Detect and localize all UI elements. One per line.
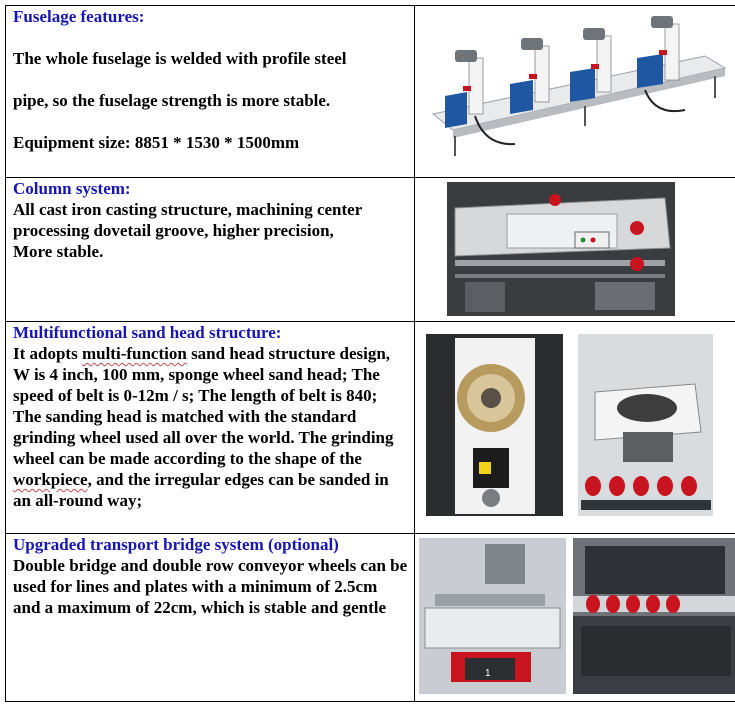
sand-head-image-cell <box>415 322 735 534</box>
transport-bridge-photo <box>419 538 566 694</box>
sand-head-text-a: It adopts <box>13 344 82 363</box>
column-description: All cast iron casting structure, machining center processing dovetail groove, higher precision, <box>13 200 362 240</box>
column-image-cell <box>415 178 735 322</box>
table-row <box>6 6 735 178</box>
transport-bridge-photos <box>415 534 735 700</box>
bridge-description: Double bridge and double row conveyor wheels can be used for lines and plates with a minimum of 2.5cm and a maximum of 22cm, which is stable and gentle <box>13 556 408 617</box>
table-row <box>6 178 735 322</box>
column-text-cell <box>6 178 415 322</box>
bridge-heading: Upgraded transport bridge system (optional) <box>13 535 339 554</box>
sand-head-text-b: sand head structure design, W is 4 inch, 100 mm, sponge wheel sand head; The speed of belt is 0-12m / s; The length of belt is 840; The sanding head is matched with the standard grinding wheel used all over the world. The grinding wheel can be made according to the shape of the <box>13 344 394 468</box>
sand-head-heading: Multifunctional sand head structure: <box>13 323 282 342</box>
column-description-2: More stable. <box>13 242 104 261</box>
sand-head-text-c: , and the irregular edges can be sanded in an all-round way; <box>13 470 389 510</box>
sand-head-description <box>13 343 408 511</box>
fuselage-image-cell <box>415 6 735 178</box>
fuselage-line-2: pipe, so the fuselage strength is more stable. <box>13 91 331 110</box>
four-spindle-sanding-machine-photo <box>415 6 735 176</box>
fuselage-text-cell <box>6 6 415 178</box>
sand-head-text-cell <box>6 322 415 534</box>
bridge-text-cell <box>6 534 415 702</box>
fuselage-size: Equipment size: 8851 * 1530 * 1500mm <box>13 133 300 152</box>
sand-head-text-flag-2: workpiece <box>13 470 88 489</box>
table-row <box>6 534 735 702</box>
sand-head-text-flag: multi-function <box>81 344 187 363</box>
column-system-photo <box>415 178 735 320</box>
bridge-image-cell <box>415 534 735 702</box>
sponge-wheel-sand-head-photo <box>426 334 563 516</box>
sanding-head-guard-photo <box>578 334 713 516</box>
column-heading: Column system: <box>13 179 131 198</box>
fuselage-heading: Fuselage features: <box>13 7 145 26</box>
machine-badge: 1 <box>485 668 491 679</box>
sand-head-photos <box>415 322 735 532</box>
feature-table <box>5 5 735 702</box>
fuselage-line-1: The whole fuselage is welded with profile steel <box>13 49 347 68</box>
table-row <box>6 322 735 534</box>
conveyor-wheels-photo <box>573 538 735 694</box>
